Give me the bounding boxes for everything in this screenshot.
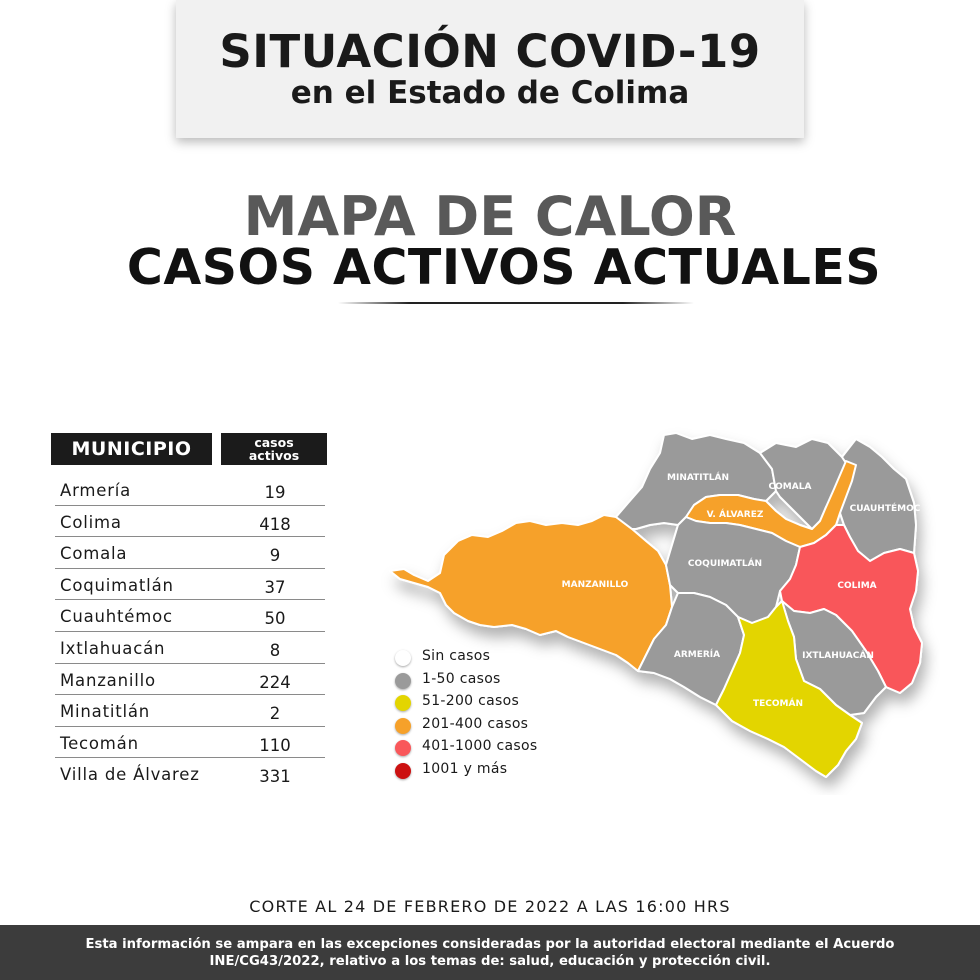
municipality-name: Minatitlán bbox=[60, 702, 151, 722]
map-title-line1: MAPA DE CALOR bbox=[243, 185, 737, 248]
active-cases-value: 37 bbox=[264, 577, 286, 597]
table-row bbox=[55, 569, 325, 601]
map-label-manzanillo: MANZANILLO bbox=[561, 580, 629, 590]
map-label-coquimatlan: COQUIMATLÁN bbox=[687, 559, 763, 569]
active-cases-value: 224 bbox=[259, 672, 291, 692]
map-title-line2: CASOS ACTIVOS ACTUALES bbox=[126, 239, 882, 296]
municipality-name: Villa de Álvarez bbox=[60, 765, 200, 785]
legend-label: 1001 y más bbox=[422, 760, 508, 777]
active-cases-value: 331 bbox=[259, 767, 291, 787]
table-row bbox=[55, 664, 325, 696]
legend-swatch bbox=[395, 763, 411, 779]
table-row bbox=[55, 537, 325, 569]
municipality-name: Tecomán bbox=[60, 733, 139, 753]
map-label-colima: COLIMA bbox=[837, 581, 877, 591]
municipality-name: Armería bbox=[60, 481, 132, 500]
legend-label: 201-400 casos bbox=[422, 715, 529, 732]
legend-swatch bbox=[395, 673, 411, 689]
active-cases-value: 110 bbox=[259, 735, 291, 755]
active-cases-value: 9 bbox=[269, 546, 281, 566]
municipality-table bbox=[55, 474, 325, 790]
map-label-comala: COMALA bbox=[768, 482, 812, 492]
data-cutoff-note: CORTE AL 24 DE FEBRERO DE 2022 A LAS 16:00 HRS bbox=[249, 897, 731, 916]
table-row bbox=[55, 727, 325, 759]
active-cases-value: 418 bbox=[259, 514, 291, 534]
legend-label: Sin casos bbox=[422, 648, 491, 664]
legend-label: 51-200 casos bbox=[422, 693, 520, 709]
legend-swatch bbox=[395, 740, 411, 756]
table-row bbox=[55, 695, 325, 727]
table-row bbox=[55, 758, 325, 790]
legend-swatch bbox=[395, 650, 411, 666]
table-row bbox=[55, 474, 325, 506]
active-cases-value: 2 bbox=[269, 704, 281, 724]
title-divider bbox=[338, 302, 694, 304]
header-subtitle: en el Estado de Colima bbox=[290, 75, 690, 111]
table-header-municipio: MUNICIPIO bbox=[51, 433, 212, 465]
municipality-name: Ixtlahuacán bbox=[60, 638, 166, 658]
legal-footer bbox=[0, 925, 980, 980]
map-label-minatitlan: MINATITLÁN bbox=[667, 473, 729, 483]
footer-line1: Esta información se ampara en las excepciones consideradas por la autoridad electoral mediante el Acuerdo bbox=[85, 937, 895, 952]
active-cases-value: 50 bbox=[264, 609, 286, 629]
map-label-tecoman: TECOMÁN bbox=[753, 699, 803, 709]
map-label-cuauhtemoc: CUAUHTÉMOC bbox=[849, 504, 921, 514]
table-row bbox=[55, 506, 325, 538]
header-card bbox=[176, 0, 804, 138]
legend-label: 1-50 casos bbox=[422, 670, 501, 687]
map-label-armeria: ARMERÍA bbox=[673, 650, 721, 660]
map-label-villa-alvarez: V. ÁLVAREZ bbox=[706, 510, 764, 520]
table-header-casos-line1: casos bbox=[254, 435, 294, 450]
table-header-casos-line2: activos bbox=[248, 448, 300, 463]
table-header-casos-activos bbox=[221, 433, 327, 465]
legend-swatch bbox=[395, 718, 411, 734]
header-title: SITUACIÓN COVID-19 bbox=[219, 25, 761, 78]
table-row bbox=[55, 600, 325, 632]
municipality-name: Manzanillo bbox=[60, 670, 156, 690]
legend-label: 401-1000 casos bbox=[422, 738, 538, 754]
municipality-name: Coquimatlán bbox=[60, 575, 174, 595]
map-label-ixtlahuacan: IXTLAHUACÁN bbox=[802, 651, 874, 661]
active-cases-value: 19 bbox=[264, 483, 286, 502]
footer-line2: INE/CG43/2022, relativo a los temas de: salud, educación y protección civil. bbox=[209, 954, 771, 969]
municipality-name: Comala bbox=[60, 544, 128, 564]
active-cases-value: 8 bbox=[269, 640, 281, 660]
municipality-name: Colima bbox=[60, 512, 122, 532]
municipality-name: Cuauhtémoc bbox=[60, 607, 173, 627]
table-row bbox=[55, 632, 325, 664]
legend-swatch bbox=[395, 695, 411, 711]
